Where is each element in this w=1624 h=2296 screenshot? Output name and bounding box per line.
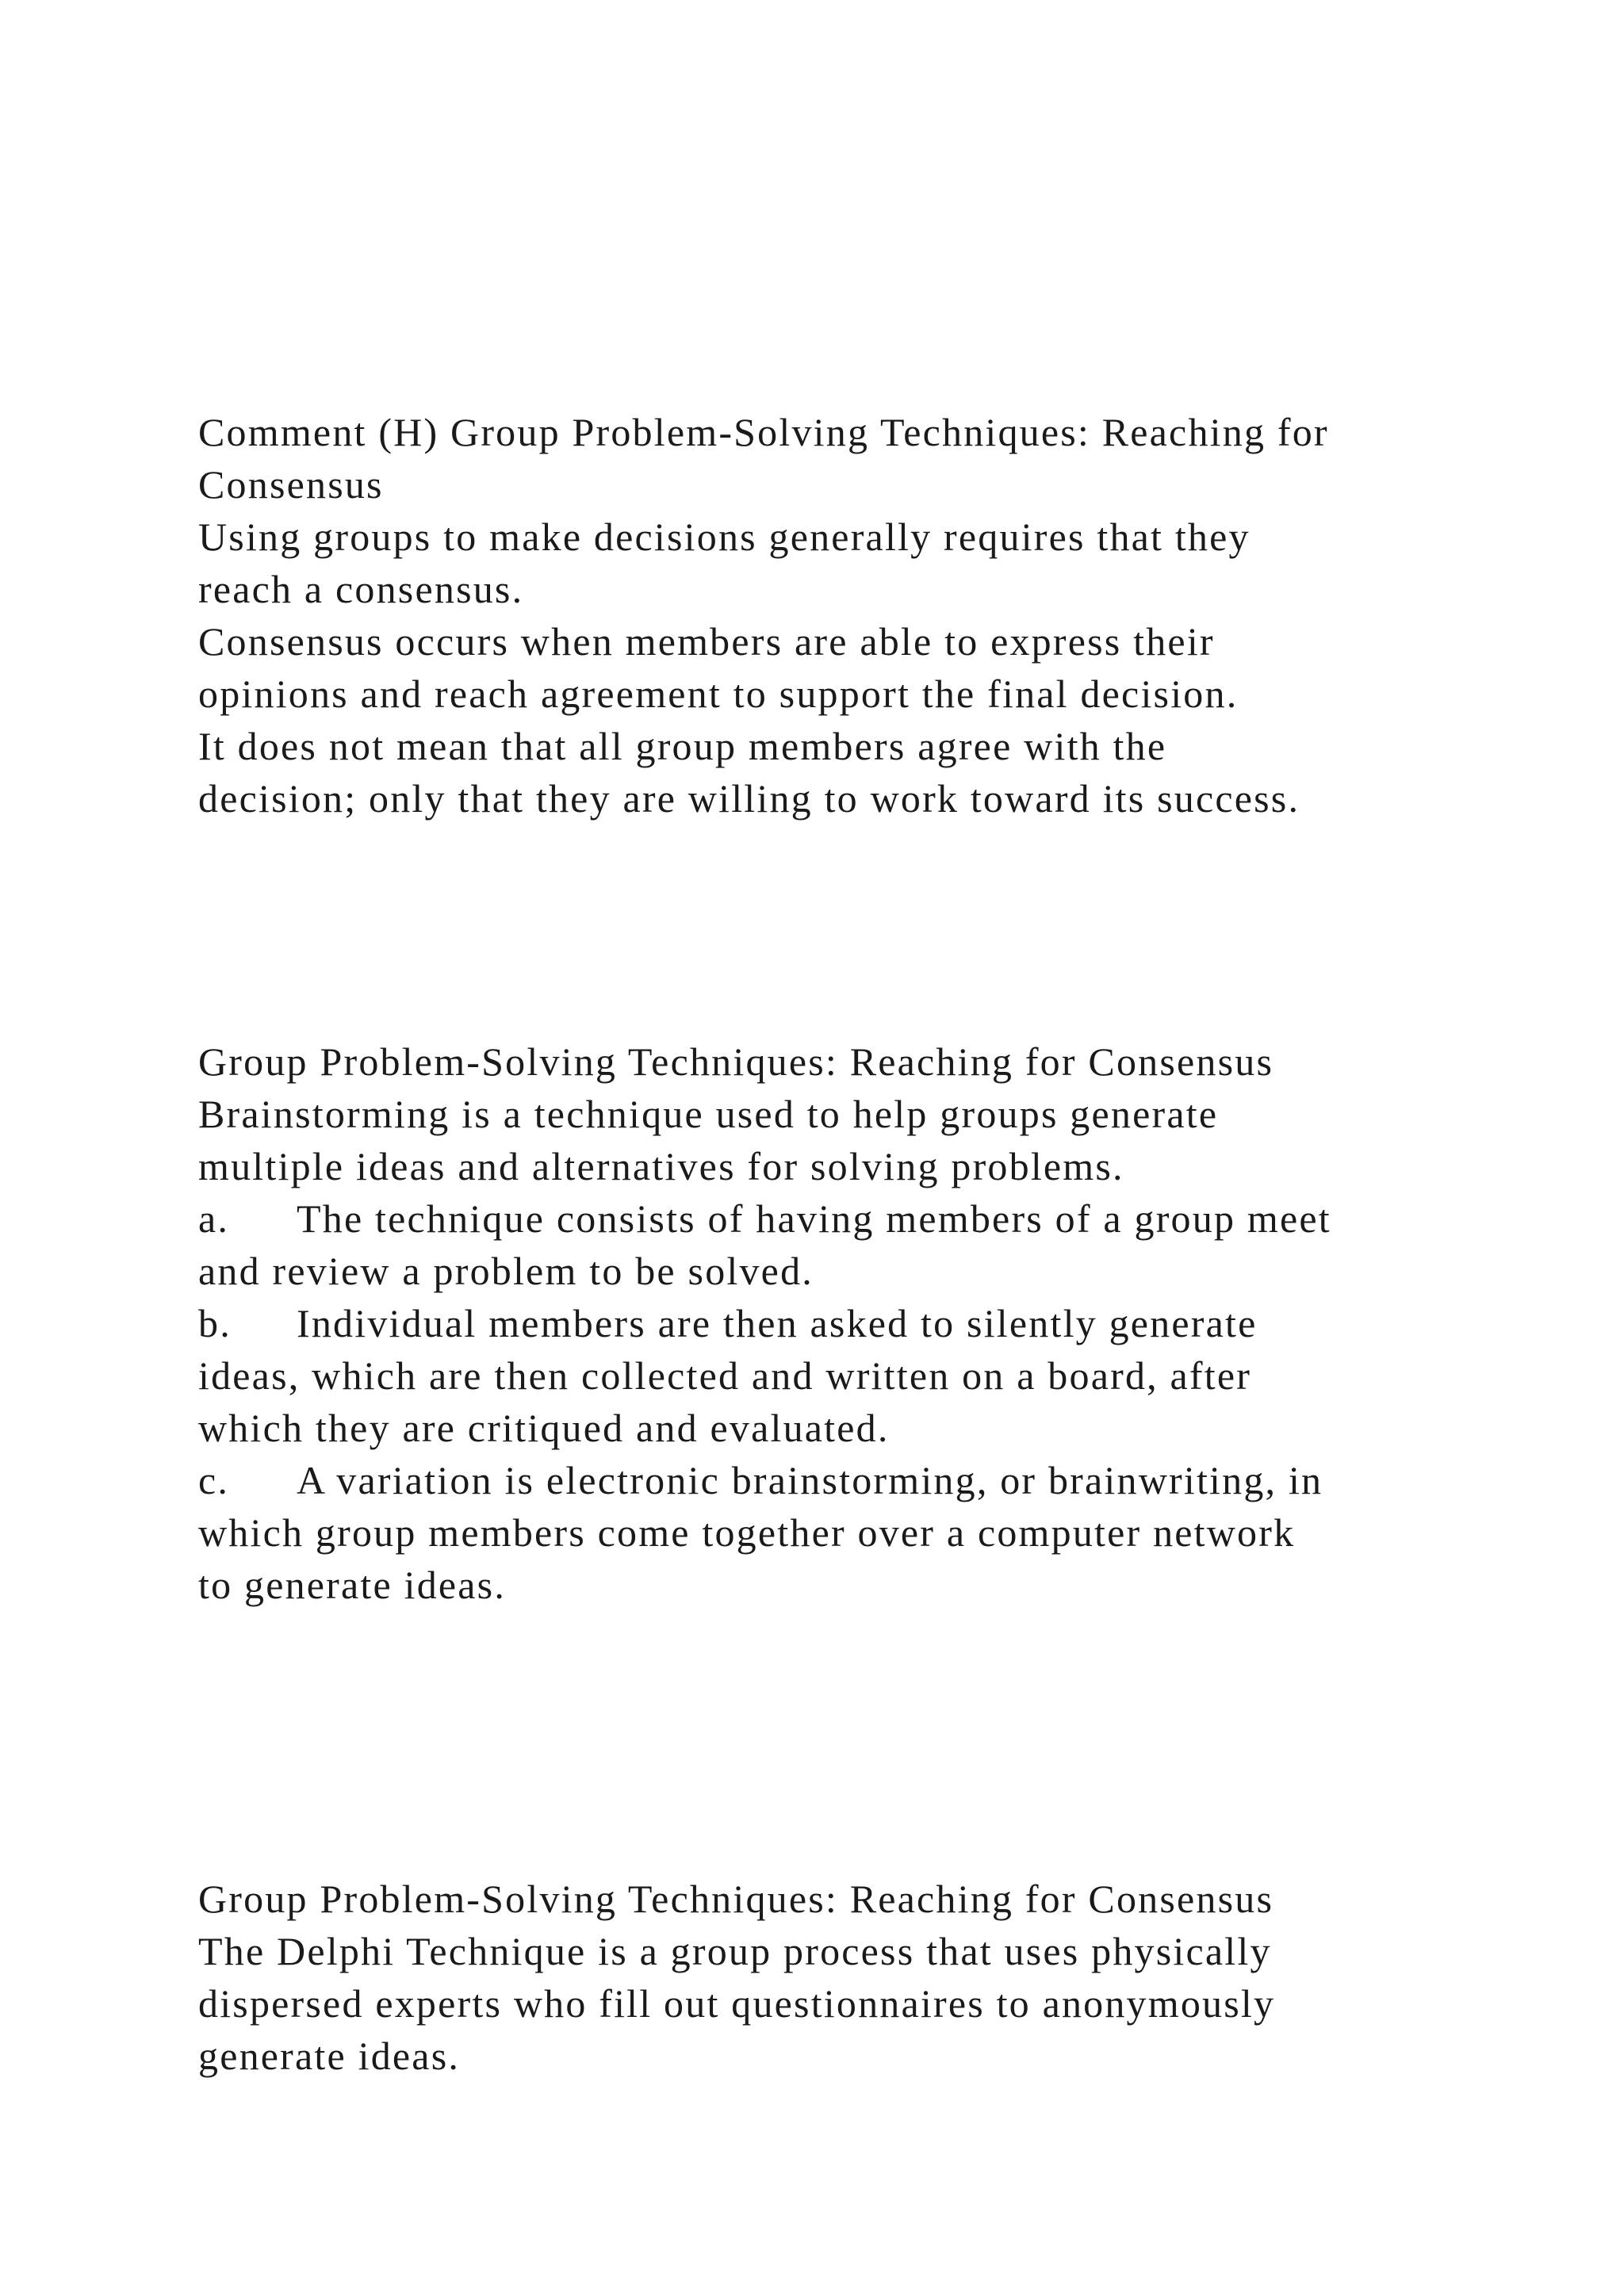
paragraph-line: The Delphi Technique is a group process that uses physically bbox=[198, 1929, 1272, 1973]
paragraph-line: generate ideas. bbox=[198, 2034, 461, 2078]
comment-section bbox=[198, 406, 1499, 825]
list-item-b bbox=[198, 1297, 1499, 1349]
paragraph-line: It does not mean that all group members agree with the bbox=[198, 724, 1167, 768]
list-item-a bbox=[198, 1192, 1499, 1245]
list-marker: a. bbox=[198, 1196, 230, 1241]
paragraph-line: reach a consensus. bbox=[198, 567, 524, 611]
paragraph-line: Using groups to make decisions generally requires that they bbox=[198, 515, 1251, 559]
brainstorming-section bbox=[198, 1035, 1499, 1611]
paragraph-line: multiple ideas and alternatives for solving problems. bbox=[198, 1144, 1124, 1188]
list-item-text: The technique consists of having members of a group meet bbox=[297, 1196, 1331, 1241]
list-item-continuation: to generate ideas. bbox=[198, 1563, 507, 1607]
section-title-line: Consensus bbox=[198, 462, 384, 507]
list-item-text: A variation is electronic brainstorming, or brainwriting, in bbox=[297, 1458, 1323, 1502]
paragraph-line: Consensus occurs when members are able to express their bbox=[198, 619, 1215, 664]
list-item-text: Individual members are then asked to silently generate bbox=[297, 1301, 1258, 1345]
list-item-c bbox=[198, 1454, 1499, 1506]
list-marker: c. bbox=[198, 1458, 230, 1502]
delphi-section bbox=[198, 1873, 1499, 2082]
list-item-continuation: and review a problem to be solved. bbox=[198, 1249, 814, 1293]
list-item-continuation: ideas, which are then collected and written on a board, after bbox=[198, 1353, 1252, 1398]
list-marker: b. bbox=[198, 1301, 232, 1345]
paragraph-line: decision; only that they are willing to work toward its success. bbox=[198, 776, 1300, 821]
list-item-continuation: which they are critiqued and evaluated. bbox=[198, 1406, 890, 1450]
paragraph-line: opinions and reach agreement to support the final decision. bbox=[198, 672, 1239, 716]
paragraph-line: dispersed experts who fill out questionnaires to anonymously bbox=[198, 1981, 1276, 2026]
paragraph-line: Brainstorming is a technique used to help groups generate bbox=[198, 1092, 1219, 1136]
list-item-continuation: which group members come together over a computer network bbox=[198, 1510, 1296, 1555]
section-title-line: Comment (H) Group Problem-Solving Techniques: Reaching for bbox=[198, 410, 1329, 454]
section-heading: Group Problem-Solving Techniques: Reaching for Consensus bbox=[198, 1039, 1274, 1084]
section-heading: Group Problem-Solving Techniques: Reaching for Consensus bbox=[198, 1877, 1274, 1921]
